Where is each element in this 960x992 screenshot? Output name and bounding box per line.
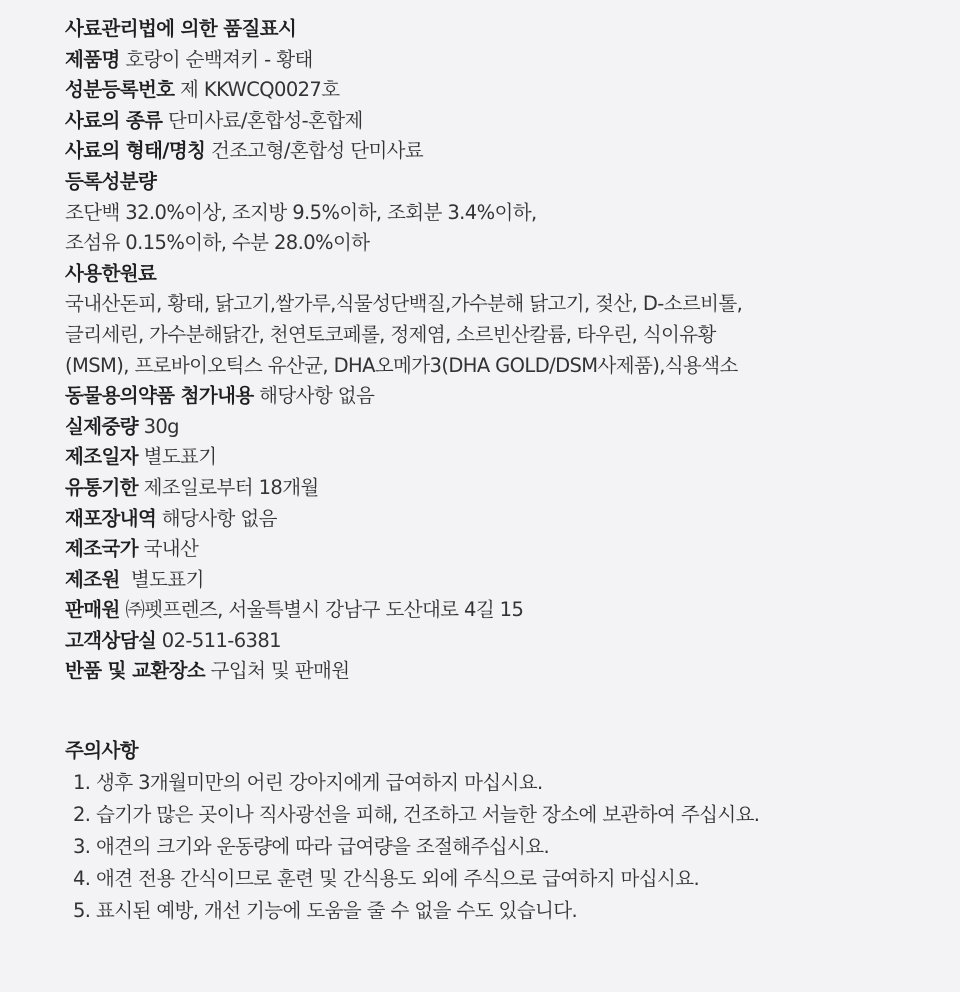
nutrients-line: 조섬유 0.15%이하, 수분 28.0%이하 [65, 231, 370, 255]
field-value: 별도표기 [143, 445, 217, 469]
ingredients-line: 국내산돈피, 황태, 닭고기,쌀가루,식물성단백질,가수분해 닭고기, 젖산, D-소르비톨, [65, 292, 743, 316]
caution-item: 5. 표시된 예방, 개선 기능에 도움을 줄 수 없을 수도 있습니다. [73, 899, 578, 922]
field-label: 제조일자 [65, 445, 138, 469]
field-row [65, 136, 945, 167]
field-value: 국내산 [143, 537, 199, 561]
field-value: 제조일로부터 18개월 [143, 475, 319, 499]
field-row [65, 534, 945, 565]
field-row [65, 45, 945, 76]
field-value: 해당사항 없음 [259, 384, 375, 408]
field-value: 해당사항 없음 [161, 506, 277, 530]
field-row [65, 656, 945, 687]
field-label: 유통기한 [65, 475, 138, 499]
field-label: 판매원 [65, 598, 120, 622]
nutrients-label: 등록성분량 [65, 169, 157, 193]
field-label: 제조원 [65, 567, 120, 591]
field-label: 실제중량 [65, 414, 138, 438]
field-row [65, 504, 945, 535]
field-value: 제 KKWCQ0027호 [180, 78, 340, 102]
caution-item: 4. 애견 전용 간식이므로 훈련 및 간식용도 외에 주식으로 급여하지 마십시요. [73, 867, 700, 890]
field-row [65, 626, 945, 657]
field-row [65, 442, 945, 473]
field-value: 건조고형/혼합성 단미사료 [210, 139, 424, 163]
ingredients-label: 사용한원료 [65, 261, 157, 285]
field-row [65, 412, 945, 443]
field-label: 사료의 종류 [65, 108, 163, 132]
field-value: ㈜펫프렌즈, 서울특별시 강남구 도산대로 4길 15 [125, 598, 524, 622]
field-row [65, 381, 945, 412]
caution-section [65, 735, 945, 927]
field-row [65, 106, 945, 137]
caution-item: 2. 습기가 많은 곳이나 직사광선을 피해, 건조하고 서늘한 장소에 보관하여 주십시요. [73, 803, 760, 826]
field-label: 동물용의약품 첨가내용 [65, 384, 254, 408]
caution-item: 3. 애견의 크기와 운동량에 따라 급여량을 조절해주십시요. [73, 835, 550, 858]
field-label: 성분등록번호 [65, 78, 175, 102]
field-label: 제품명 [65, 47, 120, 71]
field-label: 사료의 형태/명칭 [65, 139, 206, 163]
field-row [65, 473, 945, 504]
caution-title: 주의사항 [65, 739, 138, 762]
field-value: 별도표기 [125, 567, 204, 591]
document-title: 사료관리법에 의한 품질표시 [65, 17, 297, 40]
field-row [65, 595, 945, 626]
field-row [65, 565, 945, 596]
field-value: 30g [143, 414, 179, 438]
field-label: 제조국가 [65, 537, 138, 561]
caution-item: 1. 생후 3개월미만의 어린 강아지에게 급여하지 마십시요. [73, 771, 543, 794]
field-value: 구입처 및 판매원 [210, 659, 350, 683]
field-label: 반품 및 교환장소 [65, 659, 206, 683]
ingredients-line: 글리세린, 가수분해닭간, 천연토코페롤, 정제염, 소르빈산칼륨, 타우린, 식이유황 [65, 322, 716, 346]
field-label: 재포장내역 [65, 506, 157, 530]
nutrients-line: 조단백 32.0%이상, 조지방 9.5%이하, 조회분 3.4%이하, [65, 200, 537, 224]
field-label: 고객상담실 [65, 628, 157, 652]
ingredients-line: (MSM), 프로바이오틱스 유산균, DHA오메가3(DHA GOLD/DSM사제품),식용색소 [65, 353, 738, 377]
field-value: 호랑이 순백져키 - 황태 [125, 47, 313, 71]
field-row [65, 75, 945, 106]
field-value: 02-511-6381 [161, 628, 281, 652]
quality-label [65, 14, 945, 687]
field-value: 단미사료/혼합성-혼합제 [167, 108, 363, 132]
